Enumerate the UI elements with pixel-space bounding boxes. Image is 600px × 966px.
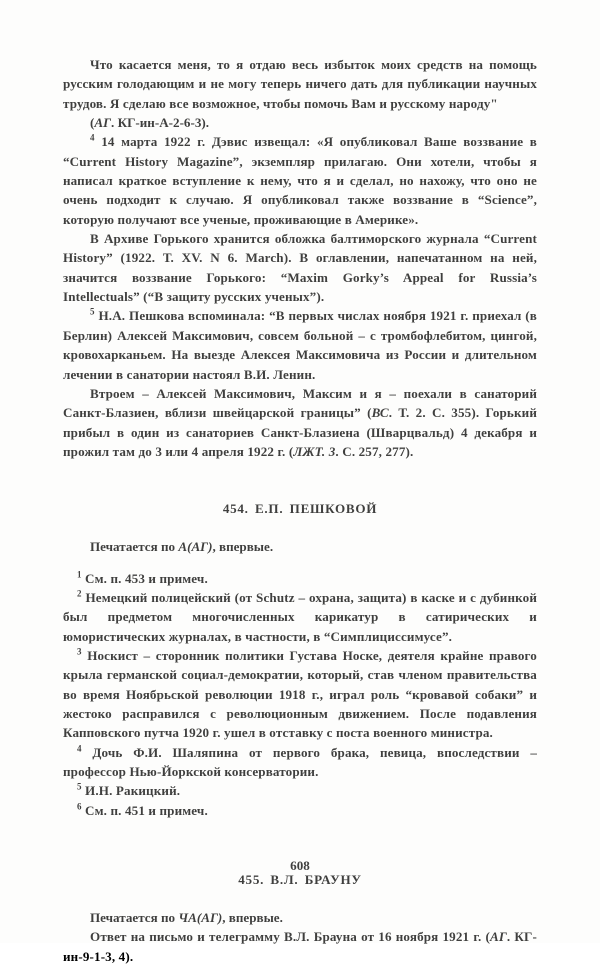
paragraph-text: Что касается меня, то я отдаю весь избыток моих средств на помощь русским голодающим и не могу теперь ничего дать для публикации научных трудов. Я сделаю все возможное, чтобы помочь Вам и русскому народу" bbox=[63, 57, 537, 111]
spacer bbox=[63, 517, 537, 537]
footnote-marker: 4 bbox=[90, 133, 95, 144]
paragraph-answer-455: Ответ на письмо и телеграмму В.Л. Брауна от 16 ноября 1921 г. (АГ. КГ-ин-9-1-3, 4). bbox=[63, 929, 538, 964]
letter-heading-455: 455. В.Л. БРАУНУ bbox=[238, 872, 362, 888]
footnote-text: Носкист – сторонник политики Густава Носке, деятеля крайне правого крыла германской социал-демократии, который, став членом правительства во время Ноябрьской революции 1918 г., играл роль “кровавой собаки” и жестоко расправился с революционным движением. После подавления Капповского путча 1920 г. ушел в отставку с поста военного министра. bbox=[63, 647, 537, 741]
footnote-2 bbox=[63, 588, 537, 646]
paragraph-text: Н.А. Пешкова вспоминала: “В первых числах ноября 1921 г. приехал (в Берлин) Алексей Максимович, совсем больной – с тромбофлебитом, цингой, кровохарканьем. На выезде Алексея Максимовича из России и длительном лечении в санатории настоял В.И. Ленин. bbox=[63, 308, 537, 382]
paragraph-quote-continuation bbox=[63, 55, 537, 113]
paragraph-note-4-commentary bbox=[63, 132, 537, 229]
archive-sigla: АГ bbox=[489, 929, 507, 945]
footnote-5 bbox=[63, 781, 537, 800]
footnote-4 bbox=[63, 743, 537, 782]
source-sigla-lzht: ЛЖТ. 3 bbox=[293, 443, 336, 459]
source-suffix: , впервые. bbox=[222, 910, 283, 926]
source-line-454 bbox=[63, 537, 537, 556]
spacer bbox=[63, 461, 537, 501]
source-suffix: , впервые. bbox=[212, 539, 274, 555]
source-sigla-vs: ВС bbox=[371, 405, 389, 421]
spacer bbox=[63, 888, 537, 908]
footnote-marker: 5 bbox=[77, 781, 82, 792]
paragraph-text: В Архиве Горького хранится обложка балтиморского журнала “Current History” (1922. Т. XV. N 6. March). В оглавлении, напечатанном на ней, значится воззвание Горького: “Maxim Gorky’s Appeal for Russia’s Intellectuals” (“В защиту русских ученых”). bbox=[63, 231, 537, 305]
paragraph-archive-commentary bbox=[63, 229, 537, 306]
footnote-text: Дочь Ф.И. Шаляпина от первого брака, певица, впоследствии – профессор Нью-Йоркской консерватории. bbox=[63, 744, 537, 779]
paragraph-text: 14 марта 1922 г. Дэвис извещал: «Я опубликовал Ваше воззвание в “Current History Magazine”, экземпляр прилагаю. Они хотели, чтобы я написал краткое вступление к нему, что я и сделал, но нахожу, что оно не очень подходит к случаю. Я опубликовал также воззвание в “Science”, которую получают все ученые, проживающие в Америке». bbox=[63, 134, 537, 227]
paragraph-sanatorium-commentary: Втроем – Алексей Максимович, Максим и я – поехали в санаторий Санкт-Блазиен, вблизи швейцарской границы” (ВС. Т. 2. С. 355). Горький прибыл в один из санаториев Санкт-Блазиена (Шварцвальд) 4 декабря и прожил там до 3 или 4 апреля 1922 г. (ЛЖТ. 3. С. 257, 277). bbox=[63, 385, 537, 459]
footnote-text: См. п. 453 и примеч. bbox=[85, 570, 208, 586]
footnote-6 bbox=[63, 801, 537, 820]
footnote-marker: 4 bbox=[77, 743, 82, 754]
source-line-455 bbox=[63, 908, 537, 927]
letter-heading-454: 454. Е.П. ПЕШКОВОЙ bbox=[222, 501, 378, 517]
footnote-marker: 3 bbox=[77, 646, 82, 657]
footnote-marker: 5 bbox=[90, 307, 95, 318]
footnote-3 bbox=[63, 646, 537, 743]
source-prefix: Печатается по bbox=[90, 539, 179, 555]
footnote-1 bbox=[63, 569, 537, 588]
footnote-marker: 6 bbox=[77, 801, 82, 812]
archive-sigla: АГ bbox=[94, 115, 112, 131]
page-number: 608 bbox=[290, 858, 310, 873]
source-prefix: Печатается по bbox=[90, 910, 179, 926]
footnote-text: Немецкий полицейский (от Schutz – охрана, защита) в каске и с дубинкой был предметом многочисленных карикатур в сатирических и юмористических журналах, в частности, в “Симплициссимусе”. bbox=[63, 589, 537, 644]
source-sigla: А(АГ) bbox=[178, 539, 213, 555]
footnote-text: См. п. 451 и примеч. bbox=[85, 802, 208, 818]
page-content-column bbox=[63, 55, 537, 966]
footnote-marker: 1 bbox=[77, 569, 82, 580]
archive-reference-line: (АГ. КГ-ин-А-2-6-3). bbox=[90, 115, 210, 131]
footnote-marker: 2 bbox=[77, 588, 82, 599]
spacer bbox=[63, 820, 537, 860]
spacer bbox=[63, 557, 537, 569]
paragraph-note-5-commentary bbox=[63, 306, 537, 383]
footnote-text: И.Н. Ракицкий. bbox=[85, 783, 181, 799]
source-sigla: ЧА(АГ) bbox=[178, 910, 223, 926]
